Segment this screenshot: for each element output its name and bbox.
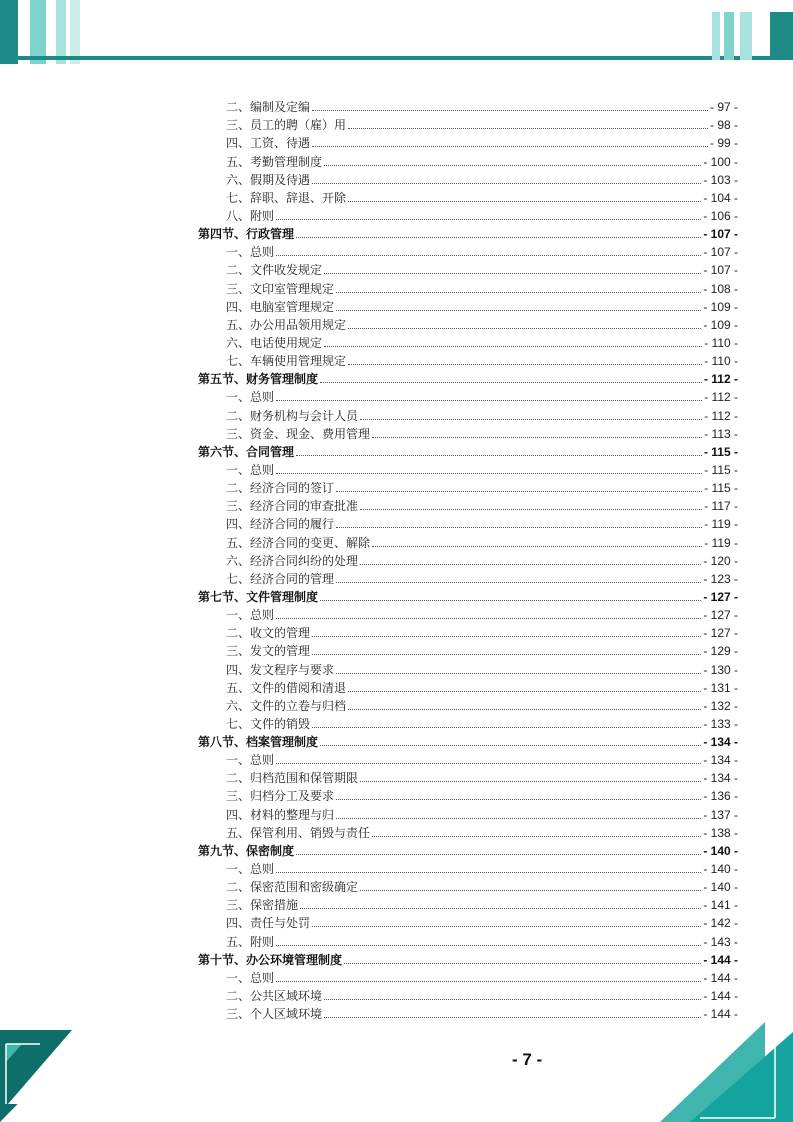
toc-entry-title: 一、总则: [226, 390, 275, 405]
dot-leader: [336, 310, 701, 311]
toc-entry-title: 二、财务机构与会计人员: [226, 408, 359, 423]
dot-leader: [312, 727, 701, 728]
toc-item-link[interactable]: [198, 640, 738, 658]
toc-entry-title: 第四节、行政管理: [198, 227, 295, 242]
toc-entry-title: 二、编制及定编: [226, 100, 311, 115]
toc-entry-page: - 138 -: [703, 825, 738, 840]
dot-leader: [276, 763, 701, 764]
toc-entry-title: 七、经济合同的管理: [226, 571, 335, 586]
toc-entry-title: 第五节、财务管理制度: [198, 372, 319, 387]
dot-leader: [276, 981, 701, 982]
toc-item-link[interactable]: [198, 241, 738, 259]
dot-leader: [276, 400, 702, 401]
dot-leader: [276, 618, 701, 619]
toc-entry-title: 二、经济合同的签订: [226, 481, 335, 496]
toc-entry-title: 五、经济合同的变更、解除: [226, 535, 371, 550]
toc-item-link[interactable]: [198, 423, 738, 441]
dot-leader: [324, 1017, 701, 1018]
dot-leader: [324, 346, 702, 347]
toc-entry-title: 五、文件的借阅和清退: [226, 680, 347, 695]
toc-entry-page: - 109 -: [703, 317, 738, 332]
toc-entry-page: - 134 -: [703, 753, 738, 768]
dot-leader: [312, 183, 701, 184]
toc-item-link[interactable]: [198, 858, 738, 876]
toc-item-link[interactable]: [198, 205, 738, 223]
toc-entry-title: 七、车辆使用管理规定: [226, 354, 347, 369]
toc-section-link[interactable]: [198, 586, 738, 604]
dot-leader: [344, 963, 701, 964]
dot-leader: [276, 255, 701, 256]
toc-entry-page: - 112 -: [704, 390, 738, 405]
dot-leader: [276, 219, 701, 220]
toc-item-link[interactable]: [198, 822, 738, 840]
toc-item-link[interactable]: [198, 531, 738, 549]
toc-entry-page: - 123 -: [703, 571, 738, 586]
dot-leader: [336, 527, 702, 528]
dot-leader: [336, 673, 701, 674]
header-decoration: [0, 0, 793, 70]
footer-decoration: [0, 1022, 793, 1122]
toc-entry-title: 一、总则: [226, 245, 275, 260]
dot-leader: [320, 745, 701, 746]
toc-entry-title: 六、假期及待遇: [226, 172, 311, 187]
toc-entry-title: 四、工资、待遇: [226, 136, 311, 151]
dot-leader: [312, 926, 701, 927]
toc-item-link[interactable]: [198, 259, 738, 277]
dot-leader: [320, 600, 701, 601]
dot-leader: [348, 709, 701, 710]
dot-leader: [348, 364, 702, 365]
toc-item-link[interactable]: [198, 495, 738, 513]
toc-entry-page: - 144 -: [703, 1007, 738, 1022]
dot-leader: [300, 908, 701, 909]
toc-entry-page: - 110 -: [704, 354, 738, 369]
dot-leader: [360, 564, 701, 565]
toc-entry-title: 五、办公用品领用规定: [226, 317, 347, 332]
page-number: - 7 -: [512, 1050, 543, 1069]
dot-leader: [336, 582, 701, 583]
toc-entry-page: - 140 -: [703, 880, 738, 895]
toc-entry-page: - 112 -: [703, 372, 738, 387]
toc-entry-page: - 112 -: [704, 408, 738, 423]
toc-entry-title: 六、经济合同纠纷的处理: [226, 553, 359, 568]
toc-entry-page: - 103 -: [703, 172, 738, 187]
dot-leader: [276, 945, 701, 946]
toc-entry-page: - 107 -: [703, 263, 738, 278]
toc-entry-title: 六、电话使用规定: [226, 335, 323, 350]
toc-entry-title: 一、总则: [226, 970, 275, 985]
toc-item-link[interactable]: [198, 132, 738, 150]
toc-entry-page: - 113 -: [704, 426, 738, 441]
dot-leader: [360, 509, 702, 510]
toc-entry-page: - 140 -: [703, 862, 738, 877]
toc-item-link[interactable]: [198, 150, 738, 168]
toc-section-link[interactable]: [198, 441, 738, 459]
toc-entry-title: 三、个人区域环境: [226, 1007, 323, 1022]
table-of-contents: [198, 96, 738, 1021]
dot-leader: [312, 636, 701, 637]
toc-entry-title: 三、文印室管理规定: [226, 281, 335, 296]
toc-entry-title: 二、保密范围和密级确定: [226, 880, 359, 895]
dot-leader: [372, 437, 702, 438]
dot-leader: [324, 999, 701, 1000]
toc-entry-title: 五、附则: [226, 934, 275, 949]
toc-item-link[interactable]: [198, 169, 738, 187]
toc-item-link[interactable]: [198, 296, 738, 314]
dot-leader: [360, 781, 701, 782]
toc-item-link[interactable]: [198, 550, 738, 568]
toc-entry-page: - 141 -: [703, 898, 738, 913]
toc-entry-page: - 99 -: [709, 136, 738, 151]
dot-leader: [296, 854, 701, 855]
toc-item-link[interactable]: [198, 513, 738, 531]
dot-leader: [336, 292, 701, 293]
toc-item-link[interactable]: [198, 350, 738, 368]
toc-entry-page: - 143 -: [703, 934, 738, 949]
toc-item-link[interactable]: [198, 568, 738, 586]
dot-leader: [348, 201, 701, 202]
toc-entry-page: - 119 -: [704, 517, 738, 532]
toc-entry-title: 四、发文程序与要求: [226, 662, 335, 677]
toc-item-link[interactable]: [198, 695, 738, 713]
toc-item-link[interactable]: [198, 749, 738, 767]
toc-entry-page: - 115 -: [704, 481, 738, 496]
dot-leader: [348, 128, 708, 129]
toc-entry-page: - 132 -: [703, 698, 738, 713]
toc-item-link[interactable]: [198, 314, 738, 332]
toc-entry-page: - 142 -: [703, 916, 738, 931]
toc-entry-page: - 136 -: [703, 789, 738, 804]
toc-item-link[interactable]: [198, 785, 738, 803]
toc-item-link[interactable]: [198, 658, 738, 676]
toc-entry-title: 七、文件的销毁: [226, 716, 311, 731]
toc-entry-title: 第九节、保密制度: [198, 843, 295, 858]
toc-entry-title: 一、总则: [226, 608, 275, 623]
toc-entry-page: - 119 -: [704, 535, 738, 550]
toc-entry-page: - 107 -: [703, 227, 738, 242]
toc-item-link[interactable]: [198, 477, 738, 495]
toc-entry-page: - 144 -: [703, 970, 738, 985]
toc-entry-title: 三、发文的管理: [226, 644, 311, 659]
toc-item-link[interactable]: [198, 930, 738, 948]
toc-entry-page: - 107 -: [703, 245, 738, 260]
toc-item-link[interactable]: [198, 96, 738, 114]
dot-leader: [296, 237, 701, 238]
dot-leader: [276, 872, 701, 873]
toc-entry-title: 四、责任与处罚: [226, 916, 311, 931]
dot-leader: [336, 491, 702, 492]
toc-entry-title: 第六节、合同管理: [198, 444, 295, 459]
toc-entry-title: 四、经济合同的履行: [226, 517, 335, 532]
toc-item-link[interactable]: [198, 604, 738, 622]
toc-entry-title: 三、员工的聘（雇）用: [226, 118, 347, 133]
dot-leader: [360, 890, 701, 891]
toc-entry-page: - 134 -: [703, 771, 738, 786]
dot-leader: [336, 799, 701, 800]
toc-entry-page: - 97 -: [709, 100, 738, 115]
toc-entry-page: - 109 -: [703, 299, 738, 314]
toc-section-link[interactable]: [198, 949, 738, 967]
toc-entry-title: 一、总则: [226, 462, 275, 477]
toc-item-link[interactable]: [198, 677, 738, 695]
toc-entry-title: 二、文件收发规定: [226, 263, 323, 278]
toc-entry-title: 三、归档分工及要求: [226, 789, 335, 804]
toc-entry-page: - 133 -: [703, 716, 738, 731]
toc-entry-title: 第八节、档案管理制度: [198, 735, 319, 750]
toc-item-link[interactable]: [198, 332, 738, 350]
toc-section-link[interactable]: [198, 731, 738, 749]
toc-entry-title: 三、经济合同的审查批准: [226, 499, 359, 514]
toc-entry-title: 二、公共区域环境: [226, 989, 323, 1004]
dot-leader: [372, 836, 701, 837]
dot-leader: [336, 818, 701, 819]
toc-item-link[interactable]: [198, 713, 738, 731]
toc-entry-title: 二、收文的管理: [226, 626, 311, 641]
toc-entry-title: 三、资金、现金、费用管理: [226, 426, 371, 441]
dot-leader: [312, 110, 708, 111]
toc-item-link[interactable]: [198, 404, 738, 422]
toc-entry-title: 三、保密措施: [226, 898, 299, 913]
toc-entry-page: - 98 -: [709, 118, 738, 133]
toc-entry-page: - 127 -: [703, 589, 738, 604]
toc-entry-title: 四、材料的整理与归: [226, 807, 335, 822]
toc-entry-page: - 115 -: [703, 444, 738, 459]
toc-item-link[interactable]: [198, 114, 738, 132]
toc-entry-page: - 115 -: [704, 462, 738, 477]
toc-entry-title: 四、电脑室管理规定: [226, 299, 335, 314]
toc-entry-page: - 144 -: [703, 989, 738, 1004]
toc-section-link[interactable]: [198, 840, 738, 858]
toc-item-link[interactable]: [198, 894, 738, 912]
dot-leader: [324, 273, 701, 274]
toc-entry-page: - 140 -: [703, 843, 738, 858]
dot-leader: [296, 455, 702, 456]
toc-entry-page: - 144 -: [703, 952, 738, 967]
dot-leader: [324, 165, 701, 166]
dot-leader: [372, 546, 702, 547]
toc-item-link[interactable]: [198, 386, 738, 404]
toc-item-link[interactable]: [198, 277, 738, 295]
toc-entry-title: 八、附则: [226, 208, 275, 223]
toc-entry-page: - 137 -: [703, 807, 738, 822]
toc-entry-page: - 131 -: [703, 680, 738, 695]
toc-entry-page: - 104 -: [703, 190, 738, 205]
toc-item-link[interactable]: [198, 622, 738, 640]
toc-item-link[interactable]: [198, 1003, 738, 1021]
dot-leader: [320, 382, 702, 383]
toc-entry-page: - 100 -: [703, 154, 738, 169]
toc-item-link[interactable]: [198, 803, 738, 821]
toc-entry-page: - 108 -: [703, 281, 738, 296]
toc-entry-page: - 129 -: [703, 644, 738, 659]
toc-entry-title: 第十节、办公环境管理制度: [198, 952, 343, 967]
toc-entry-page: - 110 -: [704, 335, 738, 350]
dot-leader: [348, 328, 701, 329]
toc-item-link[interactable]: [198, 912, 738, 930]
dot-leader: [312, 654, 701, 655]
dot-leader: [276, 473, 702, 474]
toc-item-link[interactable]: [198, 876, 738, 894]
toc-section-link[interactable]: [198, 223, 738, 241]
toc-entry-page: - 127 -: [703, 608, 738, 623]
toc-item-link[interactable]: [198, 967, 738, 985]
toc-entry-page: - 106 -: [703, 208, 738, 223]
toc-entry-title: 七、辞职、辞退、开除: [226, 190, 347, 205]
toc-entry-title: 六、文件的立卷与归档: [226, 698, 347, 713]
toc-entry-title: 一、总则: [226, 862, 275, 877]
toc-entry-page: - 134 -: [703, 735, 738, 750]
toc-entry-title: 二、归档范围和保管期限: [226, 771, 359, 786]
toc-item-link[interactable]: [198, 767, 738, 785]
toc-entry-page: - 127 -: [703, 626, 738, 641]
toc-section-link[interactable]: [198, 368, 738, 386]
dot-leader: [360, 419, 702, 420]
toc-entry-title: 第七节、文件管理制度: [198, 589, 319, 604]
toc-entry-title: 五、考勤管理制度: [226, 154, 323, 169]
toc-entry-page: - 130 -: [703, 662, 738, 677]
toc-entry-page: - 120 -: [703, 553, 738, 568]
dot-leader: [312, 146, 708, 147]
toc-item-link[interactable]: [198, 985, 738, 1003]
toc-entry-title: 一、总则: [226, 753, 275, 768]
toc-item-link[interactable]: [198, 459, 738, 477]
toc-entry-page: - 117 -: [704, 499, 738, 514]
toc-item-link[interactable]: [198, 187, 738, 205]
toc-entry-title: 五、保管利用、销毁与责任: [226, 825, 371, 840]
dot-leader: [348, 691, 701, 692]
